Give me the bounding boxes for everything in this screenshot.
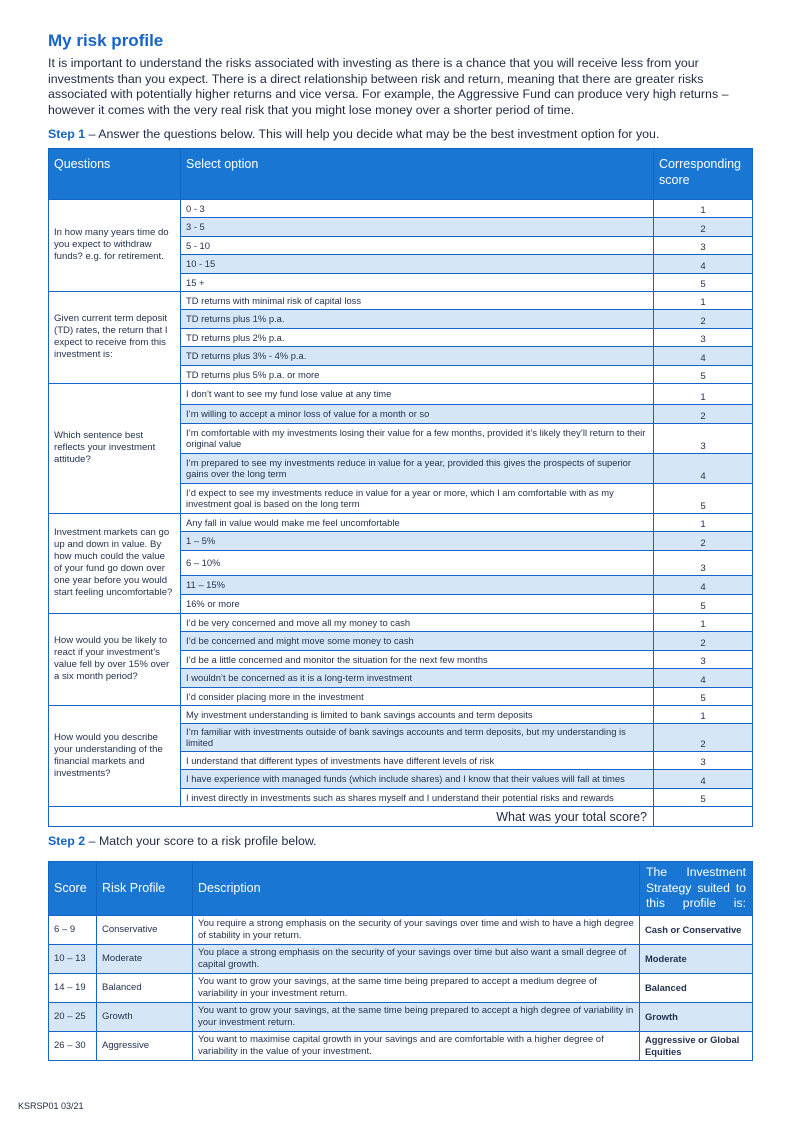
option-text[interactable]: I wouldn’t be concerned as it is a long-term investment: [181, 668, 654, 687]
profile-score-range: 10 – 13: [49, 944, 97, 973]
option-text[interactable]: I’m comfortable with my investments losing their value for a few months, provided it’s likely they’ll return to their original value: [181, 423, 654, 453]
step2-instruction: [48, 834, 752, 849]
option-row[interactable]: [49, 383, 753, 404]
option-text[interactable]: I’m willing to accept a minor loss of value for a month or so: [181, 404, 654, 423]
option-score: 4: [654, 770, 753, 789]
question-text: How would you be likely to react if your investment’s value fell by over 15% over a six month period?: [49, 613, 181, 705]
option-text[interactable]: I’d be concerned and might move some money to cash: [181, 631, 654, 650]
option-text[interactable]: 3 - 5: [181, 217, 654, 236]
step1-instruction: [48, 127, 752, 142]
option-score: 5: [654, 483, 753, 513]
option-text[interactable]: I invest directly in investments such as shares myself and I understand their potential risks and rewards: [181, 789, 654, 807]
profile-strategy: Balanced: [640, 973, 753, 1002]
question-text: How would you describe your understanding of the financial markets and investments?: [49, 705, 181, 806]
profile-score-range: 6 – 9: [49, 915, 97, 944]
profile-strategy: Moderate: [640, 944, 753, 973]
option-score: 3: [654, 650, 753, 668]
risk-profile-row: [49, 1002, 753, 1031]
profile-name: Conservative: [97, 915, 193, 944]
page-title: My risk profile: [48, 31, 164, 50]
option-score: 3: [654, 236, 753, 254]
option-score: 5: [654, 594, 753, 613]
profile-description: You require a strong emphasis on the security of your savings over time and wish to have a high degree of stability in your return.: [193, 915, 640, 944]
option-text[interactable]: 0 - 3: [181, 199, 654, 217]
option-score: 2: [654, 404, 753, 423]
option-row[interactable]: [49, 199, 753, 217]
option-score: 2: [654, 723, 753, 751]
option-text[interactable]: TD returns with minimal risk of capital loss: [181, 291, 654, 309]
risk-profile-body: [49, 915, 753, 1060]
question-text: Given current term deposit (TD) rates, the return that I expect to receive from this investment is:: [49, 291, 181, 383]
option-text[interactable]: I don’t want to see my fund lose value at any time: [181, 383, 654, 404]
option-text[interactable]: I’m prepared to see my investments reduce in value for a year, provided this gives the prospects of superior gains over the long term: [181, 453, 654, 483]
option-score: 5: [654, 789, 753, 807]
profile-score-range: 14 – 19: [49, 973, 97, 1002]
risk-profile-row: [49, 973, 753, 1002]
option-text[interactable]: TD returns plus 2% p.a.: [181, 328, 654, 346]
profile-strategy: Growth: [640, 1002, 753, 1031]
option-text[interactable]: 1 – 5%: [181, 531, 654, 550]
option-text[interactable]: I’d expect to see my investments reduce in value for a year or more, which I am comfortable with as my investment goal is based on the long term: [181, 483, 654, 513]
option-score: 5: [654, 687, 753, 705]
profile-description: You want to maximise capital growth in your savings and are comfortable with a higher degree of variability in the value of your investment.: [193, 1031, 640, 1060]
option-score: 4: [654, 254, 753, 273]
option-score: 4: [654, 575, 753, 594]
profile-name: Aggressive: [97, 1031, 193, 1060]
page: [48, 30, 752, 1061]
option-text[interactable]: I understand that different types of investments have different levels of risk: [181, 752, 654, 770]
option-score: 1: [654, 199, 753, 217]
option-text[interactable]: TD returns plus 3% - 4% p.a.: [181, 346, 654, 365]
step2-label: Step 2: [48, 834, 86, 848]
option-score: 4: [654, 346, 753, 365]
question-text: Which sentence best reflects your investment attitude?: [49, 383, 181, 513]
total-row: [49, 807, 753, 827]
option-score: 1: [654, 513, 753, 531]
option-score: 2: [654, 309, 753, 328]
option-text[interactable]: TD returns plus 1% p.a.: [181, 309, 654, 328]
option-row[interactable]: [49, 705, 753, 723]
profile-score-range: 20 – 25: [49, 1002, 97, 1031]
step1-text: – Answer the questions below. This will help you decide what may be the best investment option for you.: [85, 126, 660, 141]
total-score-input[interactable]: [654, 807, 753, 827]
profile-name: Growth: [97, 1002, 193, 1031]
option-text[interactable]: I’m familiar with investments outside of bank savings accounts and term deposits, but my understanding is limited: [181, 723, 654, 751]
profile-description: You want to grow your savings, at the same time being prepared to accept a medium degree of variability in your investment return.: [193, 973, 640, 1002]
header-corresponding-score: Corresponding score: [654, 148, 753, 199]
question-text: In how many years time do you expect to withdraw funds? e.g. for retirement.: [49, 199, 181, 291]
profile-score-range: 26 – 30: [49, 1031, 97, 1060]
option-text[interactable]: 15 +: [181, 273, 654, 291]
question-text: Investment markets can go up and down in value. By how much could the value of your fund go down over one year before you would start feeling uncomfortable?: [49, 513, 181, 613]
option-score: 5: [654, 365, 753, 383]
questions-table: [48, 148, 753, 827]
option-text[interactable]: 6 – 10%: [181, 550, 654, 575]
option-score: 4: [654, 668, 753, 687]
risk-profile-row: [49, 944, 753, 973]
profile-strategy: Aggressive or Global Equities: [640, 1031, 753, 1060]
option-score: 2: [654, 217, 753, 236]
option-text[interactable]: I’d consider placing more in the investment: [181, 687, 654, 705]
step2-text: – Match your score to a risk profile below.: [85, 834, 317, 848]
option-score: 3: [654, 550, 753, 575]
header-score: Score: [49, 862, 97, 916]
option-text[interactable]: 11 – 15%: [181, 575, 654, 594]
option-score: 4: [654, 453, 753, 483]
header-risk-profile: Risk Profile: [97, 862, 193, 916]
option-text[interactable]: 16% or more: [181, 594, 654, 613]
option-text[interactable]: TD returns plus 5% p.a. or more: [181, 365, 654, 383]
option-score: 3: [654, 752, 753, 770]
profile-description: You place a strong emphasis on the security of your savings over time but also want a small degree of capital growth.: [193, 944, 640, 973]
option-text[interactable]: Any fall in value would make me feel uncomfortable: [181, 513, 654, 531]
option-row[interactable]: [49, 613, 753, 631]
risk-profile-row: [49, 915, 753, 944]
profile-name: Moderate: [97, 944, 193, 973]
document-code: KSRSP01 03/21: [18, 1101, 84, 1111]
option-text[interactable]: 10 - 15: [181, 254, 654, 273]
option-text[interactable]: My investment understanding is limited to bank savings accounts and term deposits: [181, 705, 654, 723]
option-text[interactable]: I have experience with managed funds (which include shares) and I know that their values will fall at times: [181, 770, 654, 789]
option-score: 1: [654, 291, 753, 309]
option-score: 1: [654, 613, 753, 631]
questions-body: [49, 199, 753, 826]
header-investment-strategy: The Investment Strategy suited to this profile is:: [640, 862, 753, 916]
option-text[interactable]: I’d be a little concerned and monitor the situation for the next few months: [181, 650, 654, 668]
option-score: 3: [654, 423, 753, 453]
header-questions: Questions: [49, 148, 181, 199]
option-score: 2: [654, 531, 753, 550]
option-score: 1: [654, 705, 753, 723]
step1-label: Step 1: [48, 126, 86, 141]
option-row[interactable]: [49, 513, 753, 531]
option-text[interactable]: I’d be very concerned and move all my money to cash: [181, 613, 654, 631]
option-score: 3: [654, 328, 753, 346]
option-score: 5: [654, 273, 753, 291]
profile-name: Balanced: [97, 973, 193, 1002]
profile-strategy: Cash or Conservative: [640, 915, 753, 944]
option-row[interactable]: [49, 291, 753, 309]
option-score: 2: [654, 631, 753, 650]
profile-description: You want to grow your savings, at the same time being prepared to accept a high degree of variability in your investment return.: [193, 1002, 640, 1031]
risk-profile-table: [48, 861, 753, 1061]
header-description: Description: [193, 862, 640, 916]
option-score: 1: [654, 383, 753, 404]
intro-paragraph: It is important to understand the risks associated with investing as there is a chance that you will receive less from your investments than you expect. There is a direct relationship between risk and return, meaning that there are greater risks associated with potentially higher returns and vice versa. For example, the Aggressive Fund can produce very high returns – however it comes with the very real risk that you might lose money over a shorter period of time.: [48, 56, 729, 118]
risk-profile-row: [49, 1031, 753, 1060]
option-text[interactable]: 5 - 10: [181, 236, 654, 254]
header-select-option: Select option: [181, 148, 654, 199]
total-score-label: What was your total score?: [49, 807, 654, 827]
